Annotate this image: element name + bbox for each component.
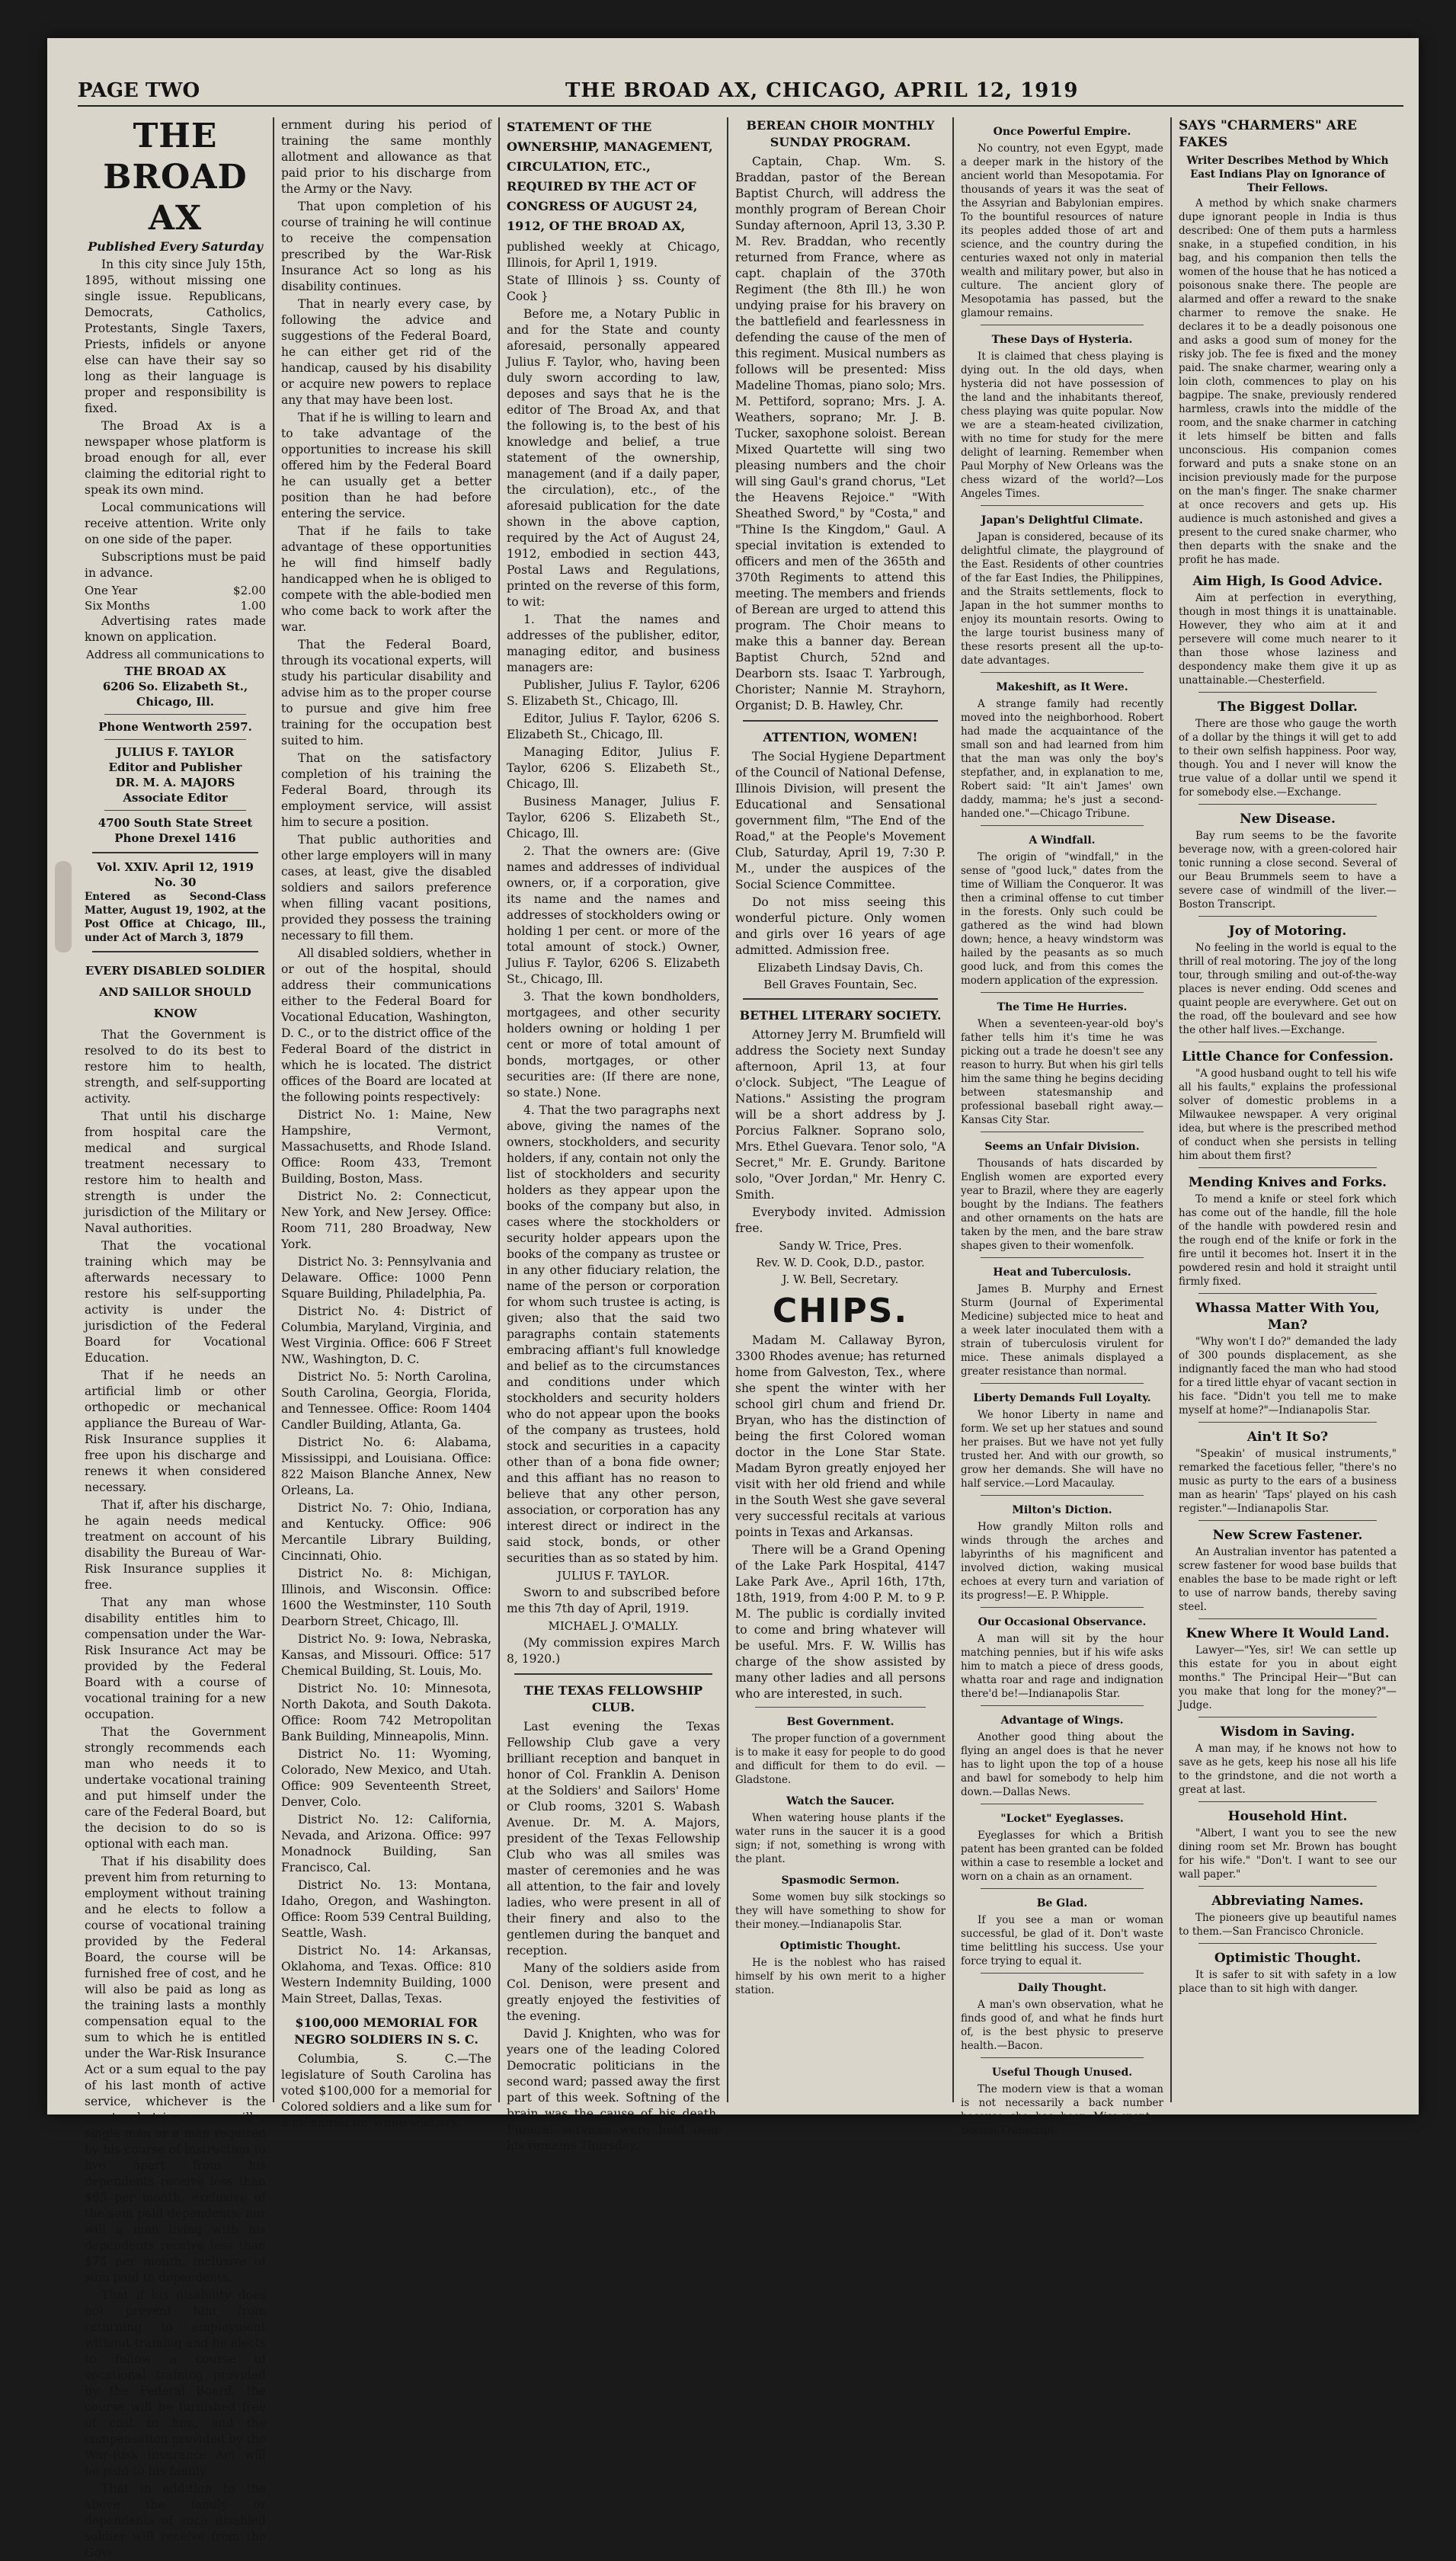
item-text: "Speakin' of musical instruments," remarked the facetious feller, "there's no music as purty to the ears of a business man as hearin' 'Taps' played on his cash register."—Indianapolis Star. <box>1179 1448 1397 1515</box>
item-headline: Household Hint. <box>1227 1809 1348 1824</box>
item-headline: Optimistic Thought. <box>779 1940 901 1952</box>
bethel-headline: BETHEL LITERARY SOCIETY. <box>739 1008 942 1023</box>
choir-text: Captain, Chap. Wm. S. Braddan, pastor of the Berean Baptist Church, will address the monthly program of Berean Choir Sunday afternoon, April 13, 3.30 P. M. Rev. Braddan, who recently returned from France, where as capt. chaplain of the 370th Regiment (the 8th Ill.) he won undying praise for his bravery on the battlefield and fearlessness in defending the cause of the men of this regiment. Musical numbers as follows will be presented: Miss Madeline Thomas, piano solo; Mrs. M. Pettiford, soprano; Mrs. J. A. Weathers, soprano; Mr. J. B. Tucker, saxophone soloist. Berean Mixed Quartette will sing two pleasing numbers and the choir will sing Gaul's grand chorus, "Let the Heavens Rejoice." "With Sheathed Sword," by "Costa," and "Thine Is the Kingdom," Gaul. A special invitation is extended to officers and men of the 365th and 370th Regiments to attend this meeting. The members and friends of Berean are urged to attend this program. The Choir means to make this a banner day. Berean Baptist Church, 52nd and Dearborn sts. Isaac T. Yarbrough, Chorister; Nannie M. Strayhorn, Organist; D. B. Hawley, Chr. <box>735 155 946 712</box>
phone-line: Phone Wentworth 2597. <box>98 720 252 734</box>
district-item: District No. 7: Ohio, Indiana, and Kentucky. Office: 906 Mercantile Library Building, Cincinnati, Ohio. <box>281 1501 491 1563</box>
paragraph: Last evening the Texas Fellowship Club gave a very brilliant reception and banquet in honor of Col. Franklin A. Denison at the Soldiers' and Sailors' Home or Club rooms, 3201 S. Wabash Avenue. Dr. M. A. Majors, president of the Texas Fellowship Club who was all smiles was master of ceremonies and he was all attention, to the fair and lovely ladies, who were present in all of their finery and also to the gentlemen during the banquet and reception. <box>507 1720 720 1958</box>
divider <box>981 1495 1144 1496</box>
address-line: 6206 So. Elizabeth St., Chicago, Ill. <box>102 680 248 709</box>
district-item: District No. 12: California, Nevada, and Arizona. Office: 997 Monadnock Building, San Francisco, Cal. <box>281 1813 491 1874</box>
divider <box>514 1673 712 1675</box>
item-headline: New Disease. <box>1240 812 1336 827</box>
district-list <box>281 1107 491 2007</box>
district-item: District No. 2: Connecticut, New York, and New Jersey. Office: Room 711, 280 Broadway, New York. <box>281 1189 491 1251</box>
district-item: District No. 9: Iowa, Nebraska, Kansas, and Missouri. Office: 517 Chemical Building, St. Louis, Mo. <box>281 1632 491 1678</box>
paragraph: That if he fails to take advantage of these opportunities he will find himself badly handicapped when he is obliged to compete with the able-bodied men who come back to work after the war. <box>281 524 491 634</box>
page-dateline: THE BROAD AX, CHICAGO, APRIL 12, 1919 <box>565 79 1079 102</box>
divider <box>981 1383 1144 1384</box>
address-name: THE BROAD AX <box>124 664 226 678</box>
divider <box>1198 804 1377 805</box>
item-headline: Once Powerful Empire. <box>993 126 1131 138</box>
paragraph: Madam M. Callaway Byron, 3300 Rhodes avenue; has returned home from Galveston, Tex., where she spent the winter with her school girl chum and friend Dr. Bryan, who has the distinction of being the first Colored woman doctor in the Lone Star State. Madam Byron greatly enjoyed her visit with her old friend and while in the South West she gave several very successful recitals at various points in Texas and Arkansas. <box>735 1333 946 1539</box>
women-headline: ATTENTION, WOMEN! <box>763 730 918 744</box>
paragraph: published weekly at Chicago, Illinois, for April 1, 1919. <box>507 240 720 270</box>
columns <box>78 117 1403 2559</box>
paragraph: That on the satisfactory completion of his training the Federal Board, through its employment service, will assist him to secure a position. <box>281 751 491 829</box>
item-text: "Albert, I want you to see the new dining room set Mr. Brown has bought for his wife." "Don't. I want to see our wall paper." <box>1179 1827 1397 1881</box>
item-text: The modern view is that a woman is not necessarily a back number because she has been Miss-spent.—Boston Transcript. <box>961 2083 1163 2137</box>
divider <box>981 672 1144 673</box>
address-label: Address all communications to <box>86 648 264 661</box>
paragraph: State of Illinois } ss. County of Cook } <box>507 274 720 303</box>
divider <box>1198 1801 1377 1802</box>
divider <box>92 951 258 952</box>
rate-one-year: One Year $2.00 <box>85 584 266 597</box>
divider <box>981 505 1144 506</box>
paragraph: Everybody invited. Admission free. <box>735 1205 946 1235</box>
paragraph: Do not miss seeing this wonderful picture. Only women and girls over 16 years of age admitted. Admission free. <box>735 895 946 957</box>
divider <box>1198 1422 1377 1423</box>
divider <box>1198 1520 1377 1521</box>
signature: Bell Graves Fountain, Sec. <box>763 978 917 991</box>
item-headline: Makeshift, as It Were. <box>996 681 1128 693</box>
item-headline: Aim High, Is Good Advice. <box>1192 574 1383 589</box>
paragraph: The Social Hygiene Department of the Council of National Defense, Illinois Division, will present the Educational and Sensational government film, "The End of the Road," at the People's Movement Club, Saturday, April 19, 7:30 P. M., under the auspices of the Social Science Committee. <box>735 750 946 892</box>
district-item: District No. 14: Arkansas, Oklahoma, and Texas. Office: 810 Western Indemnity Building, 1000 Main Street, Dallas, Texas. <box>281 1944 491 2006</box>
divider <box>981 2057 1144 2058</box>
assoc-editor-name: DR. M. A. MAJORS <box>115 776 235 789</box>
column-2 <box>274 117 500 2130</box>
item-headline: Spasmodic Sermon. <box>781 1874 900 1887</box>
page-number: PAGE TWO <box>78 79 200 102</box>
item-headline: Liberty Demands Full Loyalty. <box>973 1392 1151 1404</box>
divider <box>1198 1886 1377 1887</box>
item-text: The pioneers give up beautiful names to them.—San Francisco Chronicle. <box>1179 1912 1397 1938</box>
charmers-headline: SAYS "CHARMERS" ARE FAKES <box>1179 118 1357 150</box>
divider <box>92 852 258 853</box>
charmers-subhead: Writer Describes Method by Which East Indians Play on Ignorance of Their Fellows. <box>1186 155 1389 194</box>
sworn-text: Sworn to and subscribed before me this 7th day of April, 1919. <box>507 1586 720 1615</box>
item-text: It is claimed that chess playing is dying out. In the old days, when hysteria did not have possession of the land and the inhabitants thereof, chess playing was quite popular. Now we are a steam-heated civilization, with no time for study for the mere delight of learning. Remember when Paul Morphy of New Orleans was the chess wizard of the world?—Los Angeles Times. <box>961 351 1163 500</box>
paragraph: David J. Knighten, who was for years one of the leading Colored Democratic politicians in the second ward; passed away the first part of this week. Softning of the brain was the cause of his death. Funeral services were held over his remains Thursday. <box>507 2027 720 2153</box>
item-headline: The Time He Hurries. <box>997 1001 1128 1013</box>
chips-headline: CHIPS. <box>772 1292 909 1330</box>
item-headline: Our Occasional Observance. <box>978 1616 1147 1628</box>
office-address: 4700 South State Street <box>98 816 253 830</box>
item-text: Bay rum seems to be the favorite beverage now, with a green-colored hair tonic running a close second. Several of our Beau Brummels seem to have a severe case of windmill of the liver.—Boston Transcript. <box>1179 830 1397 911</box>
item-headline: Joy of Motoring. <box>1228 924 1347 939</box>
item-text: A man will sit by the hour matching pennies, but if his wife asks him to match a piece of dress goods, whatta roar and rage and indignation there'd be!—Indianapolis Star. <box>961 1633 1163 1700</box>
item-text: A strange family had recently moved into the neighborhood. Robert had made the acquaintance of the small son and had learned from him that the man was only the boy's stepfather, and, in explanation to me, Robert said: "It ain't James' own daddy, mamma; he's just a second-handed one."—Chicago Tribune. <box>961 698 1163 820</box>
item-text: There are those who gauge the worth of a dollar by the things it will get to add to their own selfish happiness. Poor way, though. You and I never will know the true value of a dollar until we spend it for somebody else.—Exchange. <box>1179 718 1397 799</box>
office-phone: Phone Drexel 1416 <box>114 831 236 845</box>
intro-text: In this city since July 15th, 1895, without missing one single issue. Republicans, Democrats, Catholics, Protestants, Single Taxers, Priests, infidels or anyone else can have their say so long as their language is proper and responsibility is fixed. <box>85 258 266 415</box>
item-text: The origin of "windfall," in the sense of "good luck," dates from the time of William the Conqueror. It was then a criminal offense to cut timber in the forests. Only such could be gathered as the wind had blown down; hence, a heavy windstorm was hailed by the peasants as so much good luck, and from this comes the modern application of the expression. <box>961 851 1163 987</box>
item-text: Thousands of hats discarded by English women are exported every year to Brazil, where they are eagerly bought by the Indians. The feathers and other ornaments on the hats are taken by the men, and the bare straw shapes given to their womenfolk. <box>961 1157 1163 1252</box>
divider <box>1198 1293 1377 1294</box>
notary-signature: MICHAEL J. O'MALLY. <box>548 1619 679 1633</box>
item-text: Lawyer—"Yes, sir! We can settle up this estate for you in about eight months." The Principal Heir—"But can you make that long for the money?"—Judge. <box>1179 1644 1397 1711</box>
signature: Sandy W. Trice, Pres. <box>779 1239 902 1253</box>
district-item: District No. 8: Michigan, Illinois, and Wisconsin. Office: 1600 the Westminster, 110 South Dearborn Street, Chicago, Ill. <box>281 1567 491 1628</box>
item-headline: Knew Where It Would Land. <box>1186 1626 1390 1641</box>
column-1 <box>78 117 274 2559</box>
divider <box>981 1888 1144 1889</box>
item-text: When watering house plants if the water runs in the saucer it is a good sign; if not, something is wrong with the plant. <box>735 1812 946 1865</box>
item-text: An Australian inventor has patented a screw fastener for wood base builds that enables the base to be made right or left to use of narrow bands, thereby saving steel. <box>1179 1546 1397 1613</box>
item-headline: Japan's Delightful Climate. <box>981 514 1144 527</box>
ownership-headline: STATEMENT OF THE OWNERSHIP, MANAGEMENT, CIRCULATION, ETC., REQUIRED BY THE ACT OF CONGRESS OF AUGUST 24, 1912, OF THE BROAD AX, <box>507 120 713 233</box>
district-item: District No. 5: North Carolina, South Carolina, Georgia, Florida, and Tennessee. Office: Room 1404 Candler Building, Atlanta, Ga. <box>281 1370 491 1432</box>
divider <box>1198 1167 1377 1168</box>
paragraph: All disabled soldiers, whether in or out of the hospital, should address their communications either to the Federal Board for Vocational Education, Washington, D. C., or to the district office of the Federal Board of the district in which he is located. The district offices of the Board are located at the following points respectively: <box>281 946 491 1104</box>
column-3 <box>500 117 728 2153</box>
item-headline: Seems an Unfair Division. <box>984 1141 1140 1153</box>
charmers-text: A method by which snake charmers dupe ignorant people in India is thus described: One of them puts a harmless snake, in a stupefied condition, in his bag, and his companion then tells the women of the house that he has noticed a poisonous snake there. The people are alarmed and offer a reward to the snake charmer to remove the snake. He declares it to be a deadly poisonous one and asks a good sum of money for the risky job. The fee is fixed and the money paid. The snake charmer, wearing only a loin cloth, commences to play on his bagpipe. The snake, previously rendered harmless, crawls into the middle of the room, and the snake charmer in catching it lets himself be bitten and falls unconscious. His companion comes forward and puts a snake stone on an incision previously made for the purpose on the man's finger. The snake charmer at once recovers and gets up. His audience is much astonished and gives a present to the cured snake charmer, who then departs with the snake and the profit he has made. <box>1179 197 1397 566</box>
item-text: How grandly Milton rolls and winds through the arches and labyrinths of his magnificent and involved diction, waking musical echoes at every turn and variation of its progress!—E. P. Whipple. <box>961 1521 1163 1602</box>
advertising-text: Advertising rates made known on application. <box>85 614 266 644</box>
divider <box>755 1707 926 1708</box>
miscellany-list <box>1179 573 1397 1996</box>
editor-name: JULIUS F. TAYLOR <box>116 745 235 759</box>
paragraph: Editor, Julius F. Taylor, 6206 S. Elizabeth St., Chicago, Ill. <box>507 712 720 741</box>
district-item: District No. 6: Alabama, Mississippi, and Louisiana. Office: 822 Maison Blanche Annex, New Orleans, La. <box>281 1436 491 1497</box>
item-text: "A good husband ought to tell his wife all his faults," explains the professional solver of domestic problems in a Milwaukee newspaper. A very original idea, but where is the prescribed method of conduct when she persists in telling him about them first? <box>1179 1068 1397 1162</box>
divider <box>1198 916 1377 917</box>
item-text: Aim at perfection in everything, though in most things it is unattainable. However, they who aim at it and persevere will come much nearer to it than those whose laziness and despondency make them give it up as unattainable.—Chesterfield. <box>1179 592 1397 687</box>
item-text: It is safer to sit with safety in a low place than to sit high with danger. <box>1179 1969 1397 1995</box>
texas-club-headline: THE TEXAS FELLOWSHIP CLUB. <box>523 1683 703 1714</box>
column-5 <box>954 117 1172 2137</box>
paragraph: That public authorities and other large employers will in many cases, at least, give the disabled soldiers and sailors preference when filling vacant positions, provided they possess the training necessary to fill them. <box>281 833 491 943</box>
district-item: District No. 3: Pennsylvania and Delaware. Office: 1000 Penn Square Building, Philadelphia, Pa. <box>281 1255 491 1301</box>
divider <box>981 1705 1144 1706</box>
divider <box>743 720 938 722</box>
paragraph: Publisher, Julius F. Taylor, 6206 S. Elizabeth St., Chicago, Ill. <box>507 678 720 708</box>
choir-headline: BEREAN CHOIR MONTHLY SUNDAY PROGRAM. <box>746 118 935 149</box>
paragraph: Managing Editor, Julius F. Taylor, 6206 S. Elizabeth St., Chicago, Ill. <box>507 745 720 791</box>
item-text: A man may, if he knows not how to save as he gets, keep his nose all his life to the grindstone, and die not worth a great at last. <box>1179 1743 1397 1796</box>
paragraph: 3. That the kown bondholders, mortgagees, and other security holders owning or holding 1 per cent or more of total amount of bonds, mortgages, or other securities are: (If there are none, so state.) None. <box>507 990 720 1100</box>
divider <box>104 739 246 740</box>
rate-six-months: Six Months 1.00 <box>85 599 266 613</box>
paragraph: 1. That the names and addresses of the publisher, editor, managing editor, and business managers are: <box>507 613 720 674</box>
item-text: We honor Liberty in name and form. We set up her statues and sound her praises. But we have not yet fully trusted her. And with our growth, so grow her demands. She will have no half service.—Lord Macaulay. <box>961 1409 1163 1490</box>
item-headline: The Biggest Dollar. <box>1218 699 1358 715</box>
item-text: No country, not even Egypt, made a deeper mark in the history of the ancient world than Mesopotamia. For thousands of years it was the seat of the Assyrian and Babylonian empires. To the bountiful resources of nature its peoples added those of art and science, and the country during the centuries waxed not only in material wealth and military power, but also in culture. The ancient glory of Mesopotamia has passed, but the glamour remains. <box>961 142 1163 319</box>
item-text: "Why won't I do?" demanded the lady of 300 pounds displacement, as she indignantly faced the man who had stood for a tired little ehyar of vacant section in his face. "Didn't you tell me to make myself at home?"—Indianapolis Star. <box>1179 1336 1397 1417</box>
item-headline: Mending Knives and Forks. <box>1188 1175 1387 1190</box>
volume-line: Vol. XXIV. April 12, 1919 No. 30 <box>97 860 254 889</box>
newspaper-page <box>47 38 1419 2559</box>
item-headline: Little Chance for Confession. <box>1182 1049 1394 1064</box>
district-item: District No. 11: Wyoming, Colorado, New Mexico, and Utah. Office: 909 Seventeenth Street, Denver, Colo. <box>281 1747 491 1809</box>
editor-title: Editor and Publisher <box>108 760 242 774</box>
item-headline: Ain't It So? <box>1246 1429 1329 1445</box>
item-text: James B. Murphy and Ernest Sturm (Journal of Experimental Medicine) subjected mice to heat and a week later inoculated them with a strain of tuberculosis virulent for mice. These animals displayed a greater resistance than normal. <box>961 1283 1163 1378</box>
item-text: If you see a man or woman successful, be glad of it. Don't waste time belittling his success. Use your force trying to equal it. <box>961 1914 1163 1967</box>
item-text: No feeling in the world is equal to the thrill of real motoring. The joy of the long tour, through smiling and out-of-the-way places is never ending. Odd scenes and quaint people are everywhere. Get out on the road, off the boulevard and see how the other half lives.—Exchange. <box>1179 942 1397 1036</box>
item-headline: Milton's Diction. <box>1012 1504 1112 1516</box>
divider <box>1198 1943 1377 1944</box>
item-text: When a seventeen-year-old boy's father tells him it's time he was picking out a trade he doesn't see any reason to hurry. But when his girl tells him the same thing he begins deciding between statesmanship and professional baseball right away.—Kansas City Star. <box>961 1018 1163 1126</box>
divider <box>743 998 938 1000</box>
divider <box>981 1973 1144 1974</box>
item-headline: Advantage of Wings. <box>1000 1714 1124 1727</box>
signature: J. W. Bell, Secretary. <box>782 1272 899 1286</box>
signature: Elizabeth Lindsay Davis, Ch. <box>757 961 923 975</box>
paragraph: Before me, a Notary Public in and for the State and county aforesaid, personally appeared Julius F. Taylor, who, having been duly sworn according to law, deposes and says that he is the editor of The Broad Ax, and that the following is, to the best of his knowledge and belief, a true statement of the ownership, management (and if a daily paper, the circulation), etc., of the aforesaid publication for the date shown in the above caption, required by the Act of August 24, 1912, embodied in section 443, Postal Laws and Regulations, printed on the reverse of this form, to wit: <box>507 307 720 609</box>
publication-note: Published Every Saturday <box>88 239 263 254</box>
item-text: Japan is considered, because of its delightful climate, the playground of the East. Residents of other countries of the far East Indies, the Philippines, and the Straits settlements, flock to Japan in the hot summer months to enjoy its mountain resorts. Owing to the large tourist business many of these resorts present all the up-to-date advantages. <box>961 531 1163 667</box>
disabled-soldier-headline: EVERY DISABLED SOLDIER AND SAILLOR SHOULD KNOW <box>85 964 266 1020</box>
page-stain <box>55 861 72 952</box>
district-item: District No. 4: District of Columbia, Maryland, Virginia, and West Virginia. Office: 606 F Street NW., Washington, D. C. <box>281 1305 491 1366</box>
paragraph: That upon completion of his course of training he will continue to receive the compensation prescribed by the War-Risk Insurance Act so long as his disability continues. <box>281 200 491 293</box>
paragraph: Attorney Jerry M. Brumfield will address the Society next Sunday afternoon, April 13, at four o'clock. Subject, "The League of Nations." Assisting the program will be a short address by J. Porcius Falkner. Soprano solo, Mrs. Ethel Guevara. Tenor solo, "A Secret," Mr. E. Grundy. Baritone solo, "Over Jordan," Mr. Henry C. Smith. <box>735 1028 946 1202</box>
paragraph: ernment during his period of training the same monthly allotment and allowance as that paid prior to his discharge from the Army or the Navy. <box>281 118 491 196</box>
item-text: To mend a knife or steel fork which has come out of the handle, fill the hole of the handle with powdered resin and the rough end of the knife or fork in the fire until it becomes hot. Insert it in the powdered resin and hold it straight until firmly fixed. <box>1179 1193 1397 1288</box>
memorial-text: Columbia, S. C.—The legislature of South Carolina has voted $100,000 for a memorial for Colored soldiers and a like sum for a memorial for white soldiers. <box>281 2052 491 2130</box>
paragraph: That in nearly every case, by following the advice and suggestions of the Federal Board, he can either get rid of the handicap, caused by his disability or acquire new powers to replace any that may have been lost. <box>281 297 491 407</box>
item-text: The proper function of a government is to make it easy for people to do good and difficult for them to do evil. —Gladstone. <box>735 1733 946 1786</box>
signature: JULIUS F. TAYLOR. <box>557 1569 670 1583</box>
item-text: He is the noblest who has raised himself by his own merit to a higher station. <box>735 1957 946 1996</box>
item-headline: Heat and Tuberculosis. <box>993 1266 1131 1279</box>
item-headline: Whassa Matter With You, Man? <box>1195 1301 1380 1333</box>
subs-text: Subscriptions must be paid in advance. <box>85 550 266 580</box>
divider <box>981 1257 1144 1258</box>
assoc-editor-title: Associate Editor <box>123 791 228 805</box>
item-headline: These Days of Hysteria. <box>991 334 1133 346</box>
paragraph: Many of the soldiers aside from Col. Denison, were present and greatly enjoyed the festivities of the evening. <box>507 1961 720 2023</box>
paragraph: That the Federal Board, through its vocational experts, will study his particular disability and advise him as to the proper course to pursue and give him free training for the occupation best suited to him. <box>281 638 491 747</box>
item-headline: Abbreviating Names. <box>1211 1894 1364 1909</box>
item-headline: Best Government. <box>786 1716 894 1728</box>
item-headline: A Windfall. <box>1029 834 1096 847</box>
item-text: A man's own observation, what he finds good of, and what he finds hurt of, is the best physic to preserve health.—Bacon. <box>961 1999 1163 2052</box>
item-headline: "Locket" Eyeglasses. <box>1000 1813 1124 1825</box>
memorial-headline: $100,000 MEMORIAL FOR NEGRO SOLDIERS IN S. C. <box>294 2015 478 2047</box>
comms-text: Local communications will receive attention. Write only on one side of the paper. <box>85 501 266 546</box>
disabled-soldier-article: That the Government is resolved to do its best to restore him to health, strength, and self-supporting activity. That until his discharge from hospital care the medical and surgical treatment necessary to restore him to health and strength is under the jurisdiction of the Military or Naval authorities. That the vocational training which may be afterwards necessary to restore his self-supporting activity is under the jurisdiction of the Federal Board for Vocational Education. That if he needs an artificial limb or other orthopedic or mechanical appliance the Bureau of War-Risk Insurance supplies it free upon his discharge and renews it when considered necessary. That if, after his discharge, he again needs medical treatment on account of his disability the Bureau of War-Risk Insurance supplies it free. That any man whose disability entitles him to compensation under the War-Risk Insurance Act may be provided by the Federal Board with a course of vocational training for a new occupation. That the Government strongly recommends each man who needs it to undertake vocational training and put himself under the care of the Federal Board, but the decision to do so is optional with each man. That if his disability does prevent him from returning to employment without training and he elects to follow a course of vocational training provided by the Federal Board, the course will be furnished free of cost, and he will also be paid as long as the training lasts a monthly compensation equal to the sum to which he is entitled under the War-Risk Insurance Act or a sum equal to the pay of his last month of active service, whichever is the greater, but in no case will a single man or a man required by his course of instruction to live apart from his dependents receive less than $65 per month, exclusive of the sum paid dependents; nor will a man living with his dependents receive less than $75 per month, inclusive of sum paid to dependents. That if his disability does not prevent him from returning to employment without training and he elects to follow a course of vocational training provided by the Federal Board, the course will be furnished free of cost to him, and the compensation provided by the War-Risk Insurance Act will be paid to his family. That in addition to the above the family or dependents of such disabled soldier will receive from the Gov- <box>85 1028 266 2559</box>
item-headline: Daily Thought. <box>1017 1982 1107 1994</box>
divider <box>981 1607 1144 1608</box>
divider <box>1198 1618 1377 1619</box>
paragraph: There will be a Grand Opening of the Lake Park Hospital, 4147 Lake Park Ave., April 16th, 17th, 18th, 1919, from 4:00 P. M. to 9 P. M. The public is cordially invited to come and bring whatever will be useful. Mrs. F. W. Willis has charge of the show assisted by many other ladies and all persons who are interested, in such. <box>735 1543 946 1701</box>
item-headline: Watch the Saucer. <box>786 1795 894 1807</box>
item-headline: Useful Though Unused. <box>991 2066 1133 2079</box>
divider <box>981 992 1144 993</box>
entered-note: Entered as Second-Class Matter, August 19, 1902, at the Post Office at Chicago, Ill., under Act of March 3, 1879 <box>85 891 266 944</box>
divider <box>104 810 246 811</box>
signature: Rev. W. D. Cook, D.D., pastor. <box>756 1256 925 1269</box>
platform-text: The Broad Ax is a newspaper whose platform is broad enough for all, ever claiming the editorial right to speak its own mind. <box>85 419 266 497</box>
item-headline: New Screw Fastener. <box>1212 1528 1363 1543</box>
paragraph: Business Manager, Julius F. Taylor, 6206 S. Elizabeth St., Chicago, Ill. <box>507 795 720 840</box>
commission-note: (My commission expires March 8, 1920.) <box>507 1636 720 1666</box>
paragraph: That if he is willing to learn and to take advantage of the opportunities to increase his skill offered him by the Federal Board he can usually get a better position than he had before entering the service. <box>281 411 491 520</box>
district-item: District No. 10: Minnesota, North Dakota, and South Dakota. Office: Room 742 Metropolitan Bank Building, Minneapolis, Minn. <box>281 1682 491 1743</box>
item-headline: Be Glad. <box>1036 1897 1088 1910</box>
district-item: District No. 1: Maine, New Hampshire, Vermont, Massachusetts, and Rhode Island. Office: Room 433, Tremont Building, Boston, Mass. <box>281 1108 491 1186</box>
item-headline: Wisdom in Saving. <box>1220 1724 1355 1740</box>
divider <box>1198 692 1377 693</box>
brand-title: THE BROAD AX <box>103 117 248 238</box>
divider <box>981 825 1144 826</box>
column-4 <box>728 117 954 2102</box>
district-item: District No. 13: Montana, Idaho, Oregon, and Washington. Office: Room 539 Central Building, Seattle, Wash. <box>281 1878 491 1940</box>
divider <box>104 714 246 715</box>
item-text: Some women buy silk stockings so they will have something to show for their money.—Indianapolis Star. <box>735 1891 946 1931</box>
item-headline: Optimistic Thought. <box>1214 1951 1362 1966</box>
paragraph: 4. That the two paragraphs next above, giving the names of the owners, stockholders, and security holders, if any, contain not only the list of stockholders and security holders as they appear upon the books of the company but also, in cases where the stockholders or security holder appears upon the books of the company as trustee or in any other fiduciary relation, the name of the person or corporation for whom such trustee is acting, is given; also that the said two paragraphs contain statements embracing affiant's full knowledge and belief as to the circumstances and conditions under which stockholders and security holders who do not appear upon the books of the company as trustees, hold stock and securities in a capacity other than of a bona fide owner; and this affiant has no reason to believe that any other person, association, or corporation has any interest direct or indirect in the said stock, bonds, or other securities than as so stated by him. <box>507 1103 720 1565</box>
column-6 <box>1172 117 1403 2102</box>
paragraph: 2. That the owners are: (Give names and addresses of individual owners, or, if a corporation, give its name and the names and addresses of stockholders owing or holding 1 per cent. or more of the total amount of stock.) Owner, Julius F. Taylor, 6206 S. Elizabeth St., Chicago, Ill. <box>507 844 720 986</box>
page-header <box>78 75 1403 107</box>
item-text: Eyeglasses for which a British patent has been granted can be folded within a case to resemble a locket and worn on a chain as an ornament. <box>961 1830 1163 1883</box>
item-text: Another good thing about the flying an angel does is that he never has to light upon the top of a house and bawl for somebody to help him down.—Dallas News. <box>961 1731 1163 1798</box>
miscellany-list <box>961 123 1163 2137</box>
